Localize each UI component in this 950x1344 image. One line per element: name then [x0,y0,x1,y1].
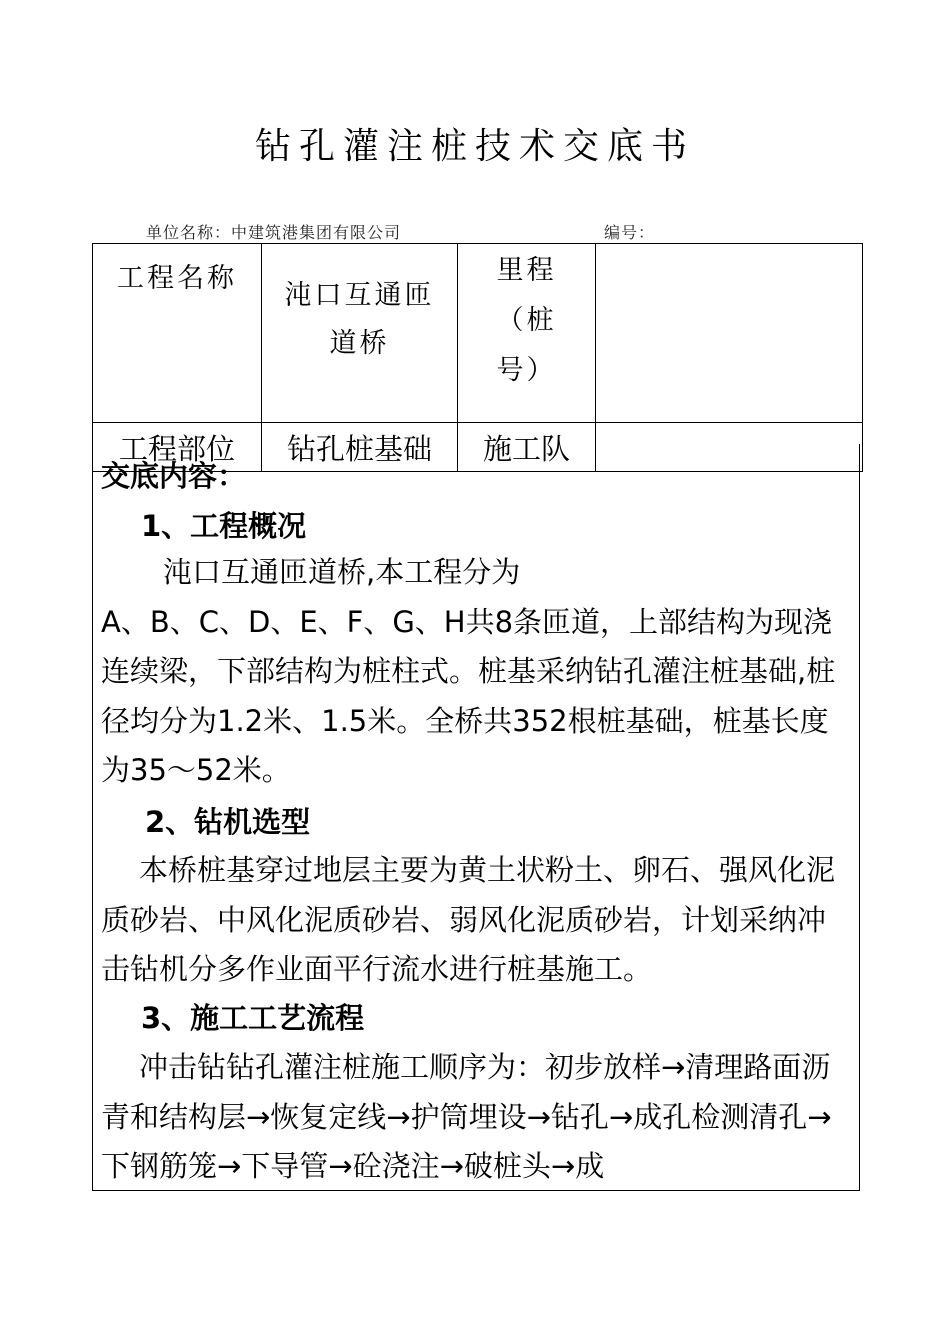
header-table [92,243,863,472]
part-value: 钻孔桩基础 [262,423,458,472]
project-name-text: 沌口互通匝道桥 [284,280,435,359]
mileage-label-text: 里程（桩号） [496,255,557,386]
project-name-label: 工程名称 [93,244,262,423]
section-1-heading: 1、工程概况 [141,509,307,543]
section-1-body: A、B、C、D、E、F、G、H共8条匝道，上部结构为现浇连续梁，下部结构为桩柱式。桩基采纳钻孔灌注桩基础,桩径均分为1.2米、1.5米。全桥共352根桩基础，桩基长度为35～52米。 [101,604,836,788]
section-1-lead: 沌口互通匝道桥,本工程分为 [163,555,521,589]
project-name-value [262,244,458,423]
section-2-heading: 2、钻机选型 [145,805,311,839]
section-2-body: 本桥桩基穿过地层主要为黄土状粉土、卵石、强风化泥质砂岩、中风化泥质砂岩、弱风化泥质砂岩，计划采纳冲击钻机分多作业面平行流水进行桩基施工。 [101,853,836,987]
header-row-1 [93,244,863,423]
document-number: 编号： [604,223,656,242]
mileage-label [458,244,596,423]
section-3-heading: 3、施工工艺流程 [141,1001,365,1035]
content-box [92,444,860,1191]
mileage-value [596,244,863,423]
section-1-paragraph [101,548,853,796]
unit-name: 单位名称：中建筑港集团有限公司 [146,223,402,242]
document-title: 钻孔灌注桩技术交底书 [254,126,695,167]
team-label: 施工队 [458,423,596,472]
content-label: 交底内容： [101,459,247,493]
section-3-body: 冲击钻钻孔灌注桩施工顺序为：初步放样→清理路面沥青和结构层→恢复定线→护筒埋设→钻孔→成孔检测清孔→下钢筋笼→下导管→砼浇注→破桩头→成 [101,1050,832,1184]
part-label: 工程部位 [93,423,262,472]
